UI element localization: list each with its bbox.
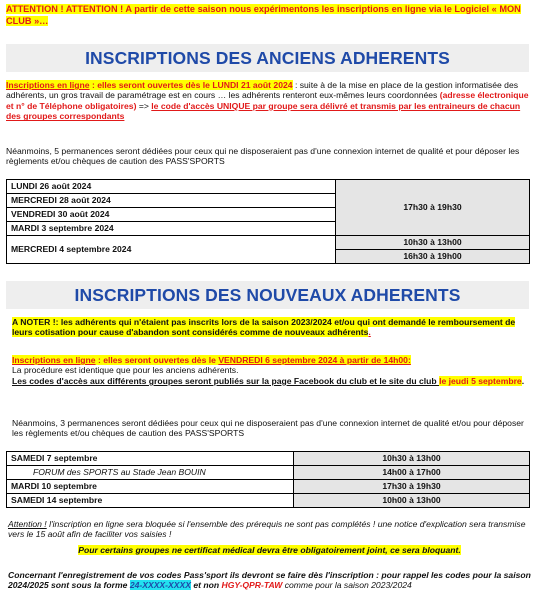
anciens-online-paragraph <box>6 80 533 122</box>
schedule-date: MERCREDI 28 août 2024 <box>7 194 336 208</box>
anciens-arrow: => <box>136 100 152 111</box>
nouveaux-codes-line <box>12 376 530 386</box>
anciens-online-text: : suite à de la mise en place de la gestion informatisée des adhérents, un gros travail de paramétrage est en cours … les adhérents renteront eux-mêmes leurs coordonnées <box>6 80 519 101</box>
schedule-hours: 16h30 à 19h00 <box>336 250 530 264</box>
nouveaux-online-date: VENDREDI 6 septembre 2024 à partir de 14h00: <box>218 355 411 365</box>
top-notice-text: ATTENTION ! ATTENTION ! A partir de cette saison nous expérimentons les inscriptions en ligne via le Logiciel « MON CLUB »… <box>6 4 521 26</box>
nouveaux-online-line <box>12 355 530 365</box>
anciens-online-date: : elles seront ouvertes dès le LUNDI 21 août 2024 <box>89 80 293 90</box>
schedule-date: SAMEDI 7 septembre <box>7 452 294 466</box>
schedule-hours: 10h30 à 13h00 <box>336 236 530 250</box>
passsport-code-old: HGY-QPR-TAW <box>221 580 283 591</box>
nouveaux-codes-date: le jeudi 5 septembre <box>439 375 522 386</box>
table-row <box>7 494 530 508</box>
table-row <box>7 466 530 480</box>
schedule-date: LUNDI 26 août 2024 <box>7 180 336 194</box>
table-row <box>7 480 530 494</box>
schedule-hours: 10h00 à 13h00 <box>294 494 530 508</box>
schedule-date: MARDI 3 septembre 2024 <box>7 222 336 236</box>
schedule-hours: 10h30 à 13h00 <box>294 452 530 466</box>
attention-text: l'inscription en ligne sera bloquée si l'ensemble des prérequis ne sont pas complétés ! une notice d'explication sera transmise vers le 15 août afin de faciliter vos saisies ! <box>8 519 526 540</box>
top-notice <box>6 4 531 27</box>
attention-label: Attention ! <box>8 519 47 529</box>
schedule-date: SAMEDI 14 septembre <box>7 494 294 508</box>
anciens-access-code: le code d'accès UNIQUE par groupe sera délivré et transmis par les entraineurs de chacun des groupes correspondants <box>6 100 521 122</box>
section-title-nouveaux: INSCRIPTIONS DES NOUVEAUX ADHERENTS <box>6 281 529 309</box>
nouveaux-note-text: A NOTER !: les adhérents qui n'étaient pas inscrits lors de la saison 2023/2024 et/ou qui ont demandé le remboursement de leurs cotisation pour cause d'abandon sont considérés comme de nouveaux adhérents <box>12 317 516 338</box>
passsport-paragraph <box>8 570 535 591</box>
schedule-date: MERCREDI 4 septembre 2024 <box>7 236 336 264</box>
attention-paragraph <box>8 519 533 540</box>
table-row <box>7 452 530 466</box>
schedule-hours: 17h30 à 19h30 <box>294 480 530 494</box>
nouveaux-codes-dot: . <box>521 375 525 386</box>
schedule-date: VENDREDI 30 août 2024 <box>7 208 336 222</box>
medical-notice <box>6 545 533 555</box>
nouveaux-codes-text: Les codes d'accès aux différents groupes seront publiés sur la page Facebook du club et le site du club <box>12 375 440 386</box>
anciens-required-fields: (adresse électronique et n° de Téléphone obligatoires) <box>6 90 529 111</box>
anciens-permanences-paragraph: Néanmoins, 5 permanences seront dédiées pour ceux qui ne disposeraient pas d'une connexion internet de qualité et pour déposer les règlements et/ou chèques de caution des PASS'SPORTS <box>6 146 520 167</box>
nouveaux-note <box>12 317 530 338</box>
nouveaux-permanences-paragraph: Néanmoins, 3 permanences seront dédiées pour ceux qui ne disposeraient pas d'une connexion internet de qualité et/ou pour déposer les règlements et/ou chèques de caution des PASS'SPORTS <box>12 418 524 439</box>
nouveaux-procedure: La procédure est identique que pour les anciens adhérents. <box>12 365 239 376</box>
schedule-hours: 17h30 à 19h30 <box>336 180 530 236</box>
passsport-text: Concernant l'enregistrement de vos codes Pass'sport ils devront se faire dès l'inscription : pour rappel les codes pour la saison 2024/2025 sont sous la forme <box>8 570 531 591</box>
table-row <box>7 180 530 194</box>
medical-text: Pour certains groupes ne certificat médical devra être obligatoirement joint, ce sera bloquant. <box>78 545 461 555</box>
schedule-place: FORUM des SPORTS au Stade Jean BOUIN <box>7 466 294 480</box>
nouveaux-online-block <box>12 355 530 386</box>
passsport-text-mid: et non <box>190 580 222 591</box>
nouveaux-note-dot: . <box>368 327 371 338</box>
anciens-schedule-table <box>6 179 530 264</box>
nouveaux-online-label: Inscriptions en ligne <box>12 355 96 365</box>
table-row <box>7 236 530 250</box>
schedule-date: MARDI 10 septembre <box>7 480 294 494</box>
nouveaux-online-mid: : elles seront ouvertes dès le <box>95 355 219 365</box>
passsport-code-new: 24-XXXX-XXXX <box>129 580 191 591</box>
schedule-hours: 14h00 à 17h00 <box>294 466 530 480</box>
passsport-text-end: comme pour la saison 2023/2024 <box>282 580 412 591</box>
anciens-online-label: Inscriptions en ligne <box>6 80 90 90</box>
nouveaux-schedule-table <box>6 451 530 508</box>
section-title-anciens: INSCRIPTIONS DES ANCIENS ADHERENTS <box>6 44 529 72</box>
